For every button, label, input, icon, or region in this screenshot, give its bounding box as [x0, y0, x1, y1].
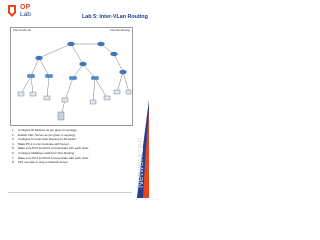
- router-icon: [36, 56, 43, 60]
- task-number: 7.: [12, 155, 15, 160]
- lab-title: Lab 5: Inter-VLan Routing: [82, 14, 148, 20]
- switch-icon: [92, 77, 99, 80]
- pc-icon: [44, 96, 50, 100]
- topology-diagram: [10, 27, 133, 126]
- pc-icon: [126, 90, 131, 94]
- pc-icon: [62, 98, 68, 102]
- task-number: 6.: [12, 150, 15, 155]
- task-text: Enable Vlan, Server as per given in topology.: [18, 132, 76, 137]
- task-list: [12, 128, 120, 165]
- router-icon: [120, 70, 127, 74]
- switch-icon: [70, 77, 77, 80]
- task-text: PC1 are able to ping to Network server.: [18, 160, 69, 165]
- diagram-label-left: Inter-VLAN Lab: [13, 29, 31, 32]
- task-number: 1.: [12, 128, 15, 132]
- logo-mark-icon: [6, 4, 18, 18]
- pc-icon: [30, 92, 36, 96]
- task-number: 2.: [12, 132, 15, 137]
- task-text: Make PC-1 to communicate with Server.: [18, 141, 70, 146]
- router-icon: [111, 52, 118, 56]
- task-text: Configure for Inter-Vlan Routing for All switch.: [18, 137, 77, 142]
- pc-icon: [18, 92, 24, 96]
- task-text: Configure IP Address as per given in topology.: [18, 128, 78, 132]
- server-icon: [58, 112, 64, 120]
- router-icon: [68, 42, 75, 46]
- switch-icon: [28, 75, 35, 78]
- pc-icon: [104, 96, 110, 100]
- footer-divider: [8, 192, 132, 193]
- task-number: 8.: [12, 160, 15, 165]
- side-watermark: [132, 120, 146, 190]
- diagram-label-right: Core Net Routing: [109, 29, 130, 32]
- switch-icon: [46, 75, 53, 78]
- watermark-text: Networkzen: [135, 137, 145, 188]
- list-item: [12, 160, 120, 165]
- brand-logo: [6, 4, 66, 20]
- router-icon: [80, 62, 87, 66]
- pc-icon: [90, 100, 96, 104]
- lab-page: [0, 0, 149, 198]
- brand-name: OP: [20, 4, 31, 11]
- task-text: Configure Multilayer switch for Vlan Routing.: [18, 150, 75, 155]
- task-text: Make sure PC2 and PC3 communicate with each other.: [18, 146, 90, 151]
- brand-sub: Lab: [20, 11, 31, 18]
- task-number: 3.: [12, 137, 15, 142]
- task-number: 5.: [12, 146, 15, 151]
- task-number: 4.: [12, 141, 15, 146]
- pc-icon: [114, 90, 120, 94]
- topology-svg: [11, 28, 132, 125]
- router-icon: [98, 42, 105, 46]
- task-text: Make sure PC4 and PC5 communicate with each other.: [18, 155, 90, 160]
